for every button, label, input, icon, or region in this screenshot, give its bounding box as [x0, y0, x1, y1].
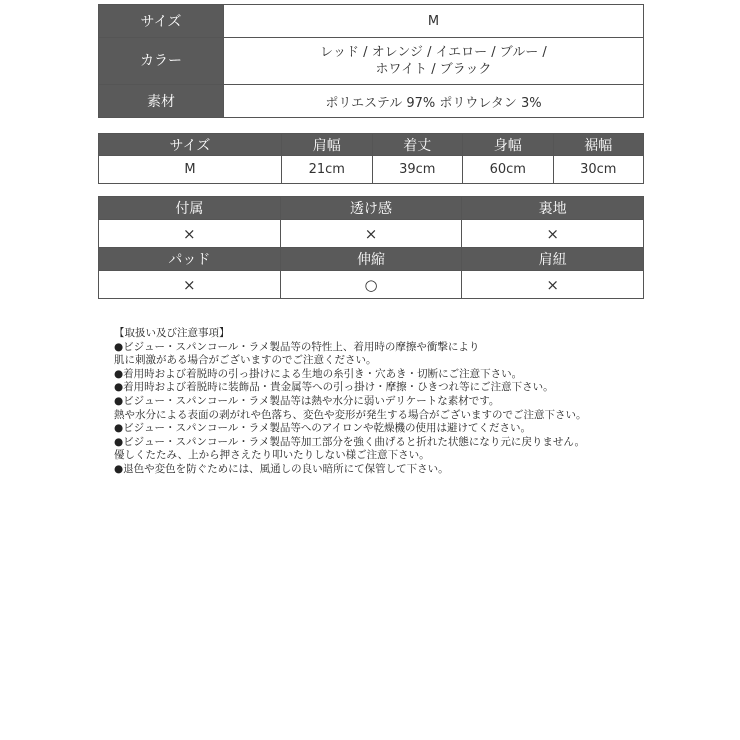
care-note-line: ●ビジュー・スパンコール・ラメ製品等加工部分を強く曲げると折れた状態になり元に戻りません。: [114, 435, 586, 448]
care-note-line: ●ビジュー・スパンコール・ラメ製品等へのアイロンや乾燥機の使用は避けてください。: [114, 422, 531, 435]
care-note-line: ●ビジュー・スパンコール・ラメ製品等は熱や水分に弱いデリケートな素材です。: [114, 394, 500, 407]
care-note-line: ●着用時および着脱時に装飾品・貴金属等への引っ掛け・摩擦・ひきつれ等にご注意下さい。: [114, 381, 554, 394]
care-note-line: 肌に刺激がある場合がございますのでご注意ください。: [114, 354, 377, 367]
care-note-line: ●ビジュー・スパンコール・ラメ製品等の特性上、着用時の摩擦や衝撃により: [114, 340, 480, 353]
spec-table: [98, 4, 644, 118]
lining-value: ×: [462, 220, 644, 248]
strap-value: ×: [462, 271, 644, 299]
shoulder-cell: 21cm: [282, 156, 373, 184]
pad-value: ×: [99, 271, 281, 299]
attributes-table: [98, 196, 644, 299]
color-value-line1: レッド / オレンジ / イエロー / ブルー /: [320, 45, 547, 60]
accessory-header: 付属: [99, 197, 281, 220]
length-header: 着丈: [372, 134, 463, 156]
material-label: 素材: [99, 85, 224, 118]
color-label: カラー: [99, 38, 224, 85]
color-value-line2: ホワイト / ブラック: [375, 62, 492, 77]
care-note-line: ●着用時および着脱時の引っ掛けによる生地の糸引き・穴あき・切断にご注意下さい。: [114, 367, 523, 380]
hem-header: 裾幅: [553, 134, 644, 156]
stretch-header: 伸縮: [280, 248, 462, 271]
size-value: M: [224, 5, 644, 38]
care-notes: [114, 327, 644, 477]
size-cell: M: [99, 156, 282, 184]
stretch-value: ○: [280, 271, 462, 299]
strap-header: 肩紐: [462, 248, 644, 271]
shoulder-header: 肩幅: [282, 134, 373, 156]
care-notes-title: 【取扱い及び注意事項】: [114, 327, 230, 339]
pad-header: パッド: [99, 248, 281, 271]
care-note-line: 優しくたたみ、上から押さえたり叩いたりしない様ご注意下さい。: [114, 449, 430, 462]
sheer-header: 透け感: [280, 197, 462, 220]
hem-cell: 30cm: [553, 156, 644, 184]
size-table: [98, 133, 644, 184]
care-note-line: ●退色や変色を防ぐためには、風通しの良い暗所にて保管して下さい。: [114, 462, 449, 475]
size-header: サイズ: [99, 134, 282, 156]
length-cell: 39cm: [372, 156, 463, 184]
material-value: ポリエステル 97% ポリウレタン 3%: [224, 85, 644, 118]
width-cell: 60cm: [463, 156, 554, 184]
size-label: サイズ: [99, 5, 224, 38]
care-note-line: 熱や水分による表面の剥がれや色落ち、変色や変形が発生する場合がございますのでご注意下さい。: [114, 408, 587, 421]
lining-header: 裏地: [462, 197, 644, 220]
sheer-value: ×: [280, 220, 462, 248]
color-value: [224, 38, 644, 85]
width-header: 身幅: [463, 134, 554, 156]
accessory-value: ×: [99, 220, 281, 248]
